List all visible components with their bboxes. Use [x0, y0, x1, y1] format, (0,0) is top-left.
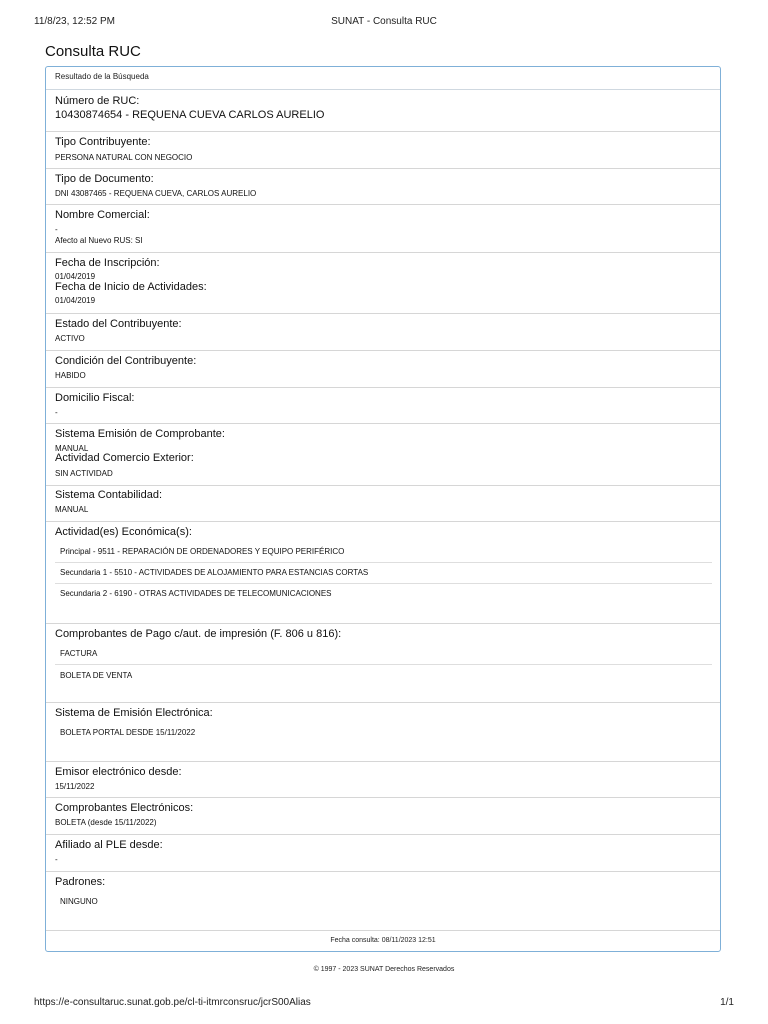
fecha-inicio-label: Fecha de Inicio de Actividades:	[55, 281, 207, 293]
comercio-exterior-label: Actividad Comercio Exterior:	[55, 452, 194, 464]
nombre-comercial-value: -	[55, 225, 58, 234]
actividad-secundaria-2: Secundaria 2 - 6190 - OTRAS ACTIVIDADES DE TELECOMUNICACIONES	[60, 589, 332, 598]
row-emision-electronica	[46, 703, 720, 762]
condicion-label: Condición del Contribuyente:	[55, 355, 197, 367]
comprobante-factura: FACTURA	[60, 649, 98, 658]
emisor-desde-label: Emisor electrónico desde:	[55, 766, 182, 778]
tipo-contribuyente-value: PERSONA NATURAL CON NEGOCIO	[55, 153, 193, 162]
copyright: © 1997 - 2023 SUNAT Derechos Reservados	[313, 966, 455, 973]
print-url: https://e-consultaruc.sunat.gob.pe/cl-ti-itmrconsruc/jcrS00Alias	[34, 997, 311, 1008]
comercio-exterior-value: SIN ACTIVIDAD	[55, 469, 113, 478]
row-sistema-contabilidad	[46, 486, 720, 522]
actividad-principal: Principal - 9511 - REPARACIÓN DE ORDENADORES Y EQUIPO PERIFÉRICO	[60, 547, 345, 556]
sistema-emision-value: MANUAL	[55, 444, 89, 453]
actividad-secundaria-1: Secundaria 1 - 5510 - ACTIVIDADES DE ALOJAMIENTO PARA ESTANCIAS CORTAS	[60, 568, 369, 577]
condicion-value: HABIDO	[55, 371, 86, 380]
row-ple	[46, 835, 720, 872]
sistema-emision-label: Sistema Emisión de Comprobante:	[55, 428, 225, 440]
row-padrones	[46, 872, 720, 929]
row-condicion	[46, 351, 720, 388]
estado-value: ACTIVO	[55, 334, 85, 343]
row-nombre-comercial	[46, 205, 720, 253]
list-item	[55, 892, 712, 913]
list-item	[55, 584, 712, 605]
emision-electronica-item: BOLETA PORTAL DESDE 15/11/2022	[60, 728, 196, 737]
fecha-consulta: Fecha consulta: 08/11/2023 12:51	[330, 937, 436, 944]
comprobantes-pago-label: Comprobantes de Pago c/aut. de impresión (F. 806 u 816):	[55, 628, 342, 640]
panel-footer	[46, 930, 720, 952]
emision-electronica-label: Sistema de Emisión Electrónica:	[55, 707, 213, 719]
fecha-inscripcion-value: 01/04/2019	[55, 272, 96, 281]
list-item	[55, 563, 712, 584]
sistema-contabilidad-value: MANUAL	[55, 505, 89, 514]
comprobantes-electronicos-value: BOLETA (desde 15/11/2022)	[55, 818, 157, 827]
list-item	[55, 542, 712, 563]
print-page-count: 1/1	[720, 997, 734, 1008]
page-title: Consulta RUC	[45, 43, 141, 60]
row-tipo-documento	[46, 169, 720, 205]
nuevo-rus-value: Afecto al Nuevo RUS: SI	[55, 236, 143, 245]
list-item	[55, 666, 712, 687]
print-footer	[34, 997, 734, 1011]
print-title: SUNAT - Consulta RUC	[331, 16, 437, 27]
fecha-inicio-value: 01/04/2019	[55, 296, 96, 305]
row-ruc	[46, 90, 720, 132]
comprobantes-electronicos-label: Comprobantes Electrónicos:	[55, 802, 194, 814]
ruc-value: 10430874654 - REQUENA CUEVA CARLOS AURELIO	[55, 109, 325, 121]
domicilio-label: Domicilio Fiscal:	[55, 392, 135, 404]
row-comprobantes-pago	[46, 624, 720, 703]
comprobante-boleta: BOLETA DE VENTA	[60, 671, 133, 680]
print-header	[34, 16, 734, 30]
tipo-contribuyente-label: Tipo Contribuyente:	[55, 136, 151, 148]
tipo-documento-label: Tipo de Documento:	[55, 173, 154, 185]
print-date: 11/8/23, 12:52 PM	[34, 16, 115, 27]
row-estado	[46, 314, 720, 351]
padrones-label: Padrones:	[55, 876, 106, 888]
panel-heading	[46, 67, 720, 90]
emisor-desde-value: 15/11/2022	[55, 782, 95, 791]
domicilio-value: -	[55, 408, 58, 417]
fecha-inscripcion-label: Fecha de Inscripción:	[55, 257, 160, 269]
row-sistema-emision	[46, 424, 720, 486]
row-tipo-contribuyente	[46, 132, 720, 169]
row-comprobantes-electronicos	[46, 798, 720, 835]
ple-label: Afiliado al PLE desde:	[55, 839, 163, 851]
estado-label: Estado del Contribuyente:	[55, 318, 182, 330]
ruc-label: Número de RUC:	[55, 95, 140, 107]
tipo-documento-value: DNI 43087465 - REQUENA CUEVA, CARLOS AURELIO	[55, 189, 257, 198]
ple-value: -	[55, 855, 58, 864]
result-panel	[45, 66, 721, 952]
padron-item: NINGUNO	[60, 897, 98, 906]
row-emisor-desde	[46, 762, 720, 798]
nombre-comercial-label: Nombre Comercial:	[55, 209, 150, 221]
sistema-contabilidad-label: Sistema Contabilidad:	[55, 489, 163, 501]
row-domicilio	[46, 388, 720, 424]
panel-heading-label: Resultado de la Búsqueda	[55, 72, 149, 81]
list-item	[55, 723, 712, 744]
actividades-label: Actividad(es) Económica(s):	[55, 526, 192, 538]
list-item	[55, 644, 712, 665]
row-fechas	[46, 253, 720, 314]
row-actividades	[46, 522, 720, 624]
